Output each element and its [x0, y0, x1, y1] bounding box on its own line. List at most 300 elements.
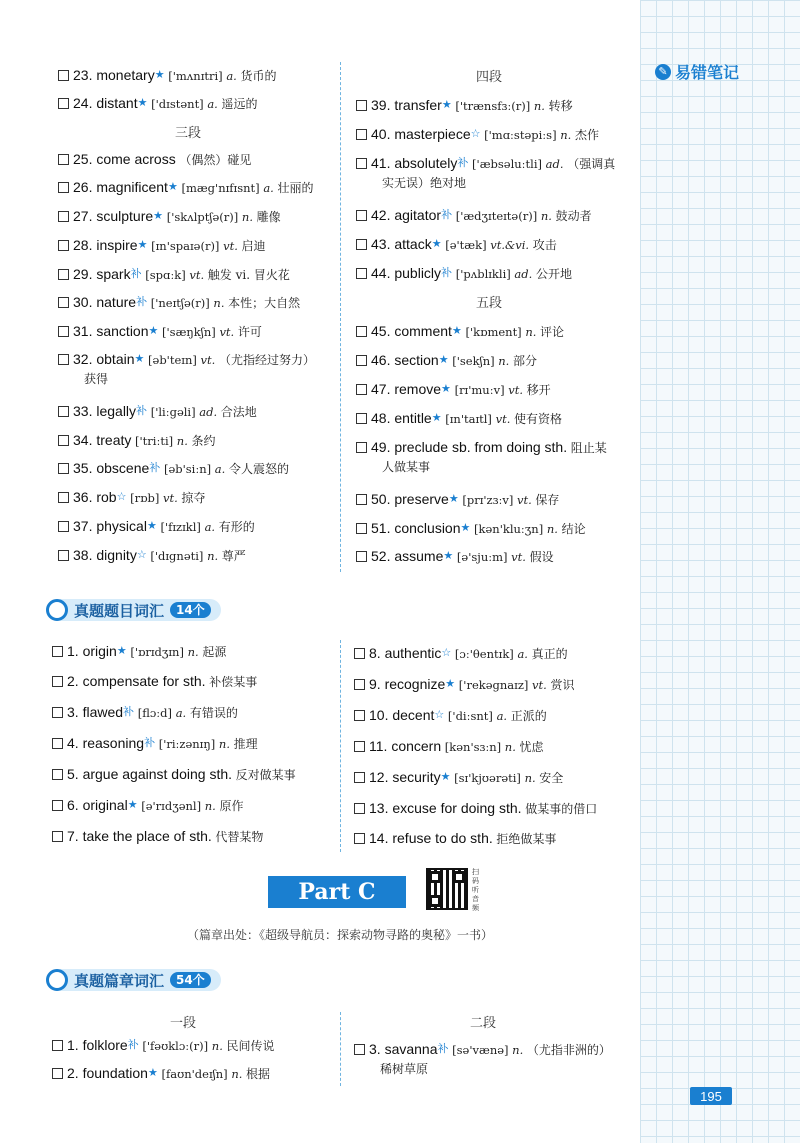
part-of-speech: n. — [560, 128, 575, 142]
checkbox[interactable] — [354, 803, 365, 814]
section-heading-1: 一段 — [170, 1016, 197, 1031]
vocab-entry — [354, 768, 563, 788]
vocab-entry — [58, 322, 262, 342]
phonetic: [faʊn'deɪʃn] — [157, 1067, 232, 1081]
chinese-meaning: 结论 — [561, 522, 586, 536]
phonetic: [ɪn'taɪtl] — [441, 412, 496, 426]
part-of-speech: vt. — [200, 353, 219, 367]
phonetic: ['dɪgnəti] — [146, 549, 208, 563]
checkbox[interactable] — [58, 406, 69, 417]
importance-star: ★ — [154, 68, 165, 81]
vocab-word: 8. authentic — [369, 645, 442, 661]
phonetic: [əb'siːn] — [160, 462, 215, 476]
chinese-meaning-continued: 稀树草原 — [380, 1062, 429, 1076]
vocab-entry — [52, 1064, 270, 1084]
chinese-meaning: 原作 — [219, 799, 244, 813]
section-heading-3: 三段 — [175, 126, 202, 141]
vocab-word: 42. agitator — [371, 207, 442, 223]
part-of-speech: n. — [533, 99, 549, 113]
importance-star: 补 — [437, 1042, 449, 1055]
checkbox[interactable] — [58, 211, 69, 222]
vocab-entry — [354, 737, 544, 757]
checkbox[interactable] — [356, 210, 367, 221]
checkbox[interactable] — [356, 239, 367, 250]
vocab-word: 50. preserve — [371, 491, 449, 507]
checkbox[interactable] — [52, 738, 63, 749]
vocab-entry — [356, 96, 573, 116]
vocab-entry — [58, 293, 300, 313]
chinese-meaning: （偶然）碰见 — [179, 153, 252, 167]
chinese-meaning: 根据 — [246, 1067, 271, 1081]
vocab-word: 39. transfer — [371, 97, 442, 113]
qr-code-icon[interactable] — [426, 868, 468, 910]
importance-star: 补 — [441, 266, 453, 279]
vocab-entry — [354, 644, 568, 664]
chinese-meaning: 安全 — [539, 771, 564, 785]
vocab-entry — [52, 703, 238, 723]
importance-star: 补 — [136, 295, 148, 308]
chinese-meaning: 本性；大自然 — [228, 296, 301, 310]
checkbox[interactable] — [354, 648, 365, 659]
chinese-meaning: 赏识 — [550, 678, 575, 692]
vocab-word: 33. legally — [73, 403, 137, 419]
importance-star: ☆ — [470, 127, 481, 140]
chinese-meaning: 有形的 — [218, 520, 255, 534]
phonetic: ['skʌlptʃə(r)] — [163, 210, 242, 224]
chinese-meaning: 鼓动者 — [555, 209, 592, 223]
vocab-word: 37. physical — [73, 518, 147, 534]
phonetic: ['ædʒɪteɪtə(r)] — [452, 209, 541, 223]
checkbox[interactable] — [58, 269, 69, 280]
chinese-meaning: 保存 — [535, 493, 560, 507]
checkbox[interactable] — [52, 707, 63, 718]
checkbox[interactable] — [58, 521, 69, 532]
vocab-entry — [58, 236, 266, 256]
vocab-word: 6. original — [67, 797, 128, 813]
chinese-meaning: 遥远的 — [221, 97, 258, 111]
vocab-word: 29. spark — [73, 266, 131, 282]
phonetic: [mæg'nɪfɪsnt] — [177, 181, 264, 195]
importance-star: ★ — [116, 644, 127, 657]
checkbox[interactable] — [354, 1044, 365, 1055]
part-of-speech: ad. — [199, 405, 221, 419]
part-of-speech: vt. — [511, 550, 530, 564]
chinese-meaning: 雕像 — [256, 210, 281, 224]
importance-star: ★ — [438, 353, 449, 366]
banner-bar — [60, 969, 221, 991]
importance-star: ★ — [448, 492, 459, 505]
phonetic: [rɒb] — [126, 491, 163, 505]
vocab-entry — [52, 827, 263, 847]
phonetic: ['mʌnɪtri] — [164, 69, 227, 83]
vocab-word: 28. inspire — [73, 237, 138, 253]
phonetic: [rɪ'muːv] — [450, 383, 509, 397]
chinese-meaning: 部分 — [512, 354, 537, 368]
passage-vocab-banner — [46, 967, 221, 993]
phonetic: [ə'tæk] — [441, 238, 491, 252]
checkbox[interactable] — [52, 646, 63, 657]
chinese-meaning: 许可 — [237, 325, 262, 339]
phonetic: ['sæŋkʃn] — [158, 325, 220, 339]
part-of-speech: vt. — [223, 239, 242, 253]
checkbox[interactable] — [58, 354, 69, 365]
checkbox[interactable] — [356, 158, 367, 169]
part-of-speech: n. — [231, 1067, 247, 1081]
chinese-meaning: 移开 — [526, 383, 551, 397]
importance-star: ★ — [431, 411, 442, 424]
checkbox[interactable] — [58, 182, 69, 193]
checkbox[interactable] — [58, 326, 69, 337]
part-of-speech: vt. — [219, 325, 238, 339]
chinese-meaning: 合法地 — [220, 405, 257, 419]
vocab-entry — [356, 438, 607, 476]
chinese-meaning: 攻击 — [532, 238, 557, 252]
phonetic: ['triːti] — [131, 434, 177, 448]
checkbox[interactable] — [354, 833, 365, 844]
vocab-entry — [356, 380, 551, 400]
vocab-entry — [58, 488, 205, 508]
phonetic: ['fɪzɪkl] — [156, 520, 205, 534]
part-of-speech: n. — [546, 522, 562, 536]
phonetic: ['neɪtʃə(r)] — [147, 296, 214, 310]
chinese-meaning: 做某事的借口 — [525, 802, 598, 816]
vocab-word: 46. section — [371, 352, 439, 368]
side-note-label: 易错笔记 — [675, 63, 740, 82]
part-of-speech: a. — [496, 709, 511, 723]
chinese-meaning: 触发 vi. 冒火花 — [207, 268, 290, 282]
importance-star: 补 — [144, 736, 156, 749]
chinese-meaning: 反对做某事 — [235, 768, 296, 782]
part-of-speech: a. — [175, 706, 190, 720]
banner-label: 真题题目词汇 — [74, 601, 165, 620]
checkbox[interactable] — [354, 679, 365, 690]
chinese-meaning: 转移 — [548, 99, 573, 113]
checkbox[interactable] — [356, 100, 367, 111]
side-note-header — [655, 60, 739, 83]
vocab-entry — [52, 1036, 275, 1056]
checkbox[interactable] — [356, 523, 367, 534]
vocab-entry — [354, 675, 575, 695]
phonetic: [əb'teɪn] — [144, 353, 201, 367]
importance-star: 补 — [130, 267, 142, 280]
importance-star: ★ — [134, 352, 145, 365]
checkbox[interactable] — [52, 1040, 63, 1051]
importance-star: ☆ — [116, 490, 127, 503]
vocab-entry — [58, 459, 289, 479]
vocab-entry — [356, 351, 537, 371]
part-of-speech: ad. — [545, 157, 568, 171]
phonetic: ['pʌblɪkli] — [452, 267, 515, 281]
part-of-speech: a. — [204, 520, 219, 534]
checkbox[interactable] — [52, 1068, 63, 1079]
part-of-speech: a. — [226, 69, 241, 83]
chinese-meaning-continued: 实无误）绝对地 — [382, 176, 467, 190]
chinese-meaning: 民间传说 — [226, 1039, 275, 1053]
part-c-title: Part C — [268, 876, 406, 908]
vocab-word: 10. decent — [369, 707, 435, 723]
importance-star: 补 — [441, 208, 453, 221]
vocab-word: 43. attack — [371, 236, 432, 252]
vocab-word: 4. reasoning — [67, 735, 145, 751]
vocab-entry — [58, 178, 314, 198]
vocab-word: 27. sculpture — [73, 208, 154, 224]
part-of-speech: n. — [241, 210, 257, 224]
checkbox[interactable] — [356, 129, 367, 140]
vocab-word: 3. flawed — [67, 704, 124, 720]
vocab-word: 11. concern — [369, 738, 442, 754]
importance-star: ★ — [137, 238, 148, 251]
checkbox[interactable] — [354, 772, 365, 783]
checkbox[interactable] — [356, 442, 367, 453]
part-of-speech: vt. — [516, 493, 536, 507]
vocab-word: 9. recognize — [369, 676, 446, 692]
chinese-meaning: 公开地 — [535, 267, 572, 281]
vocab-entry — [354, 799, 597, 819]
checkbox[interactable] — [356, 384, 367, 395]
vocab-entry — [356, 409, 562, 429]
checkbox[interactable] — [354, 741, 365, 752]
vocab-word: 36. rob — [73, 489, 117, 505]
phonetic: ['riːzənɪŋ] — [155, 737, 219, 751]
part-of-speech: ad. — [514, 267, 536, 281]
checkbox[interactable] — [52, 769, 63, 780]
passage-source: （篇章出处：《超级导航员：探索动物寻路的奥秘》一书） — [186, 928, 493, 942]
vocab-entry — [58, 402, 257, 422]
checkbox[interactable] — [58, 240, 69, 251]
importance-star: ★ — [443, 549, 454, 562]
chinese-meaning: 条约 — [191, 434, 216, 448]
chinese-meaning: 补偿某事 — [209, 675, 258, 689]
vocab-word: 12. security — [369, 769, 441, 785]
chinese-meaning: 尊严 — [221, 549, 246, 563]
vocab-entry — [58, 350, 315, 388]
vocab-word: 41. absolutely — [371, 155, 458, 171]
section-heading-4: 四段 — [476, 70, 503, 85]
vocab-entry — [52, 642, 226, 662]
vocab-entry — [58, 431, 216, 451]
importance-star: ★ — [441, 98, 452, 111]
checkbox[interactable] — [356, 326, 367, 337]
vocab-entry — [354, 1040, 611, 1078]
part-of-speech: a. — [517, 647, 532, 661]
chinese-meaning: （尤指非洲的） — [526, 1043, 611, 1057]
vocab-word: 48. entitle — [371, 410, 432, 426]
vocab-word: 31. sanction — [73, 323, 149, 339]
checkbox[interactable] — [356, 494, 367, 505]
chinese-meaning: 壮丽的 — [277, 181, 314, 195]
chinese-meaning: 阻止某 — [570, 441, 607, 455]
phonetic: [prɪ'zɜːv] — [458, 493, 517, 507]
importance-star: ★ — [148, 324, 159, 337]
phonetic: [sɪ'kjʊərəti] — [450, 771, 525, 785]
vocab-word: 26. magnificent — [73, 179, 168, 195]
vocab-entry — [52, 765, 296, 785]
phonetic: ['fəʊklɔː(r)] — [138, 1039, 212, 1053]
phonetic: [sə'vænə] — [448, 1043, 513, 1057]
pencil-icon: ✎ — [655, 64, 671, 80]
part-of-speech: n. — [187, 645, 203, 659]
phonetic: ['sekʃn] — [448, 354, 499, 368]
chinese-meaning: （强调真 — [567, 157, 616, 171]
vocab-entry — [356, 125, 599, 145]
importance-star: 补 — [457, 156, 469, 169]
phonetic: [ə'sjuːm] — [453, 550, 512, 564]
vocab-entry — [52, 734, 258, 754]
question-vocab-banner — [46, 597, 221, 623]
part-of-speech: n. — [504, 740, 520, 754]
vocab-entry — [356, 547, 554, 567]
vocab-word: 5. argue against doing sth. — [67, 766, 233, 782]
chinese-meaning: 正派的 — [510, 709, 547, 723]
checkbox[interactable] — [52, 831, 63, 842]
checkbox[interactable] — [58, 463, 69, 474]
vocab-entry — [58, 150, 251, 170]
phonetic: [flɔːd] — [134, 706, 176, 720]
phonetic: ['trænsfɜː(r)] — [451, 99, 534, 113]
vocab-word: 13. excuse for doing sth. — [369, 800, 522, 816]
vocab-entry — [58, 517, 255, 537]
part-of-speech: n. — [525, 325, 541, 339]
banner-count: 14个 — [170, 602, 211, 618]
importance-star: ★ — [147, 1066, 158, 1079]
checkbox[interactable] — [354, 710, 365, 721]
importance-star: ★ — [441, 382, 451, 395]
phonetic: [kən'kluːʒn] — [470, 522, 547, 536]
part-of-speech: vt. — [162, 491, 182, 505]
chinese-meaning: 使有资格 — [514, 412, 563, 426]
checkbox[interactable] — [58, 492, 69, 503]
vocab-entry — [58, 546, 246, 566]
chinese-meaning: 杰作 — [574, 128, 599, 142]
part-of-speech: n. — [204, 799, 220, 813]
checkbox[interactable] — [58, 98, 69, 109]
vocab-word: 2. foundation — [67, 1065, 148, 1081]
magnifier-icon — [46, 599, 68, 621]
part-of-speech: n. — [207, 549, 222, 563]
vocab-entry — [58, 265, 290, 285]
vocab-entry — [58, 94, 258, 114]
checkbox[interactable] — [58, 297, 69, 308]
vocab-word: 38. dignity — [73, 547, 137, 563]
phonetic: ['rekəgnaɪz] — [455, 678, 533, 692]
importance-star: ☆ — [441, 646, 452, 659]
phonetic: ['dɪstənt] — [147, 97, 208, 111]
vocab-word: 32. obtain — [73, 351, 135, 367]
part-of-speech: n. — [498, 354, 513, 368]
chinese-meaning: 真正的 — [531, 647, 568, 661]
checkbox[interactable] — [356, 551, 367, 562]
checkbox[interactable] — [58, 154, 69, 165]
vocab-word: 14. refuse to do sth. — [369, 830, 493, 846]
checkbox[interactable] — [58, 550, 69, 561]
vocab-word: 45. comment — [371, 323, 452, 339]
part-of-speech: vt. — [189, 268, 208, 282]
phonetic: [ɪn'spaɪə(r)] — [147, 239, 224, 253]
vocab-word: 3. savanna — [369, 1041, 438, 1057]
part-of-speech: vt.&vi. — [490, 238, 533, 252]
phonetic: [spɑːk] — [141, 268, 190, 282]
checkbox[interactable] — [58, 435, 69, 446]
importance-star: ☆ — [136, 548, 147, 561]
part-of-speech: n. — [218, 737, 234, 751]
part-of-speech: vt. — [508, 383, 527, 397]
phonetic: ['liːgəli] — [147, 405, 200, 419]
chinese-meaning: 货币的 — [240, 69, 277, 83]
chinese-meaning: 假设 — [529, 550, 554, 564]
part-of-speech: vt. — [532, 678, 551, 692]
part-of-speech: a. — [263, 181, 278, 195]
checkbox[interactable] — [52, 800, 63, 811]
vocab-word: 24. distant — [73, 95, 138, 111]
phonetic: ['diːsnt] — [444, 709, 497, 723]
chinese-meaning: 掠夺 — [181, 491, 206, 505]
vocab-word: 1. folklore — [67, 1037, 128, 1053]
importance-star: 补 — [136, 404, 148, 417]
chinese-meaning-continued: 人做某事 — [382, 460, 431, 474]
phonetic: [kən'sɜːn] — [441, 740, 505, 754]
vocab-word: 44. publicly — [371, 265, 442, 281]
part-of-speech: n. — [540, 209, 556, 223]
vocab-entry — [52, 796, 243, 816]
part-of-speech: n. — [512, 1043, 527, 1057]
chinese-meaning: 忧虑 — [519, 740, 544, 754]
vocab-word: 40. masterpiece — [371, 126, 471, 142]
importance-star: ★ — [146, 519, 157, 532]
importance-star: 补 — [149, 461, 161, 474]
section-heading-5: 五段 — [476, 296, 503, 311]
importance-star: ★ — [153, 209, 164, 222]
vocab-entry — [356, 264, 572, 284]
part-of-speech: n. — [211, 1039, 227, 1053]
part-of-speech: n. — [176, 434, 192, 448]
vocab-word: 1. origin — [67, 643, 117, 659]
checkbox[interactable] — [356, 355, 367, 366]
vocab-entry — [354, 706, 547, 726]
vocab-entry — [58, 207, 281, 227]
importance-star: ★ — [460, 521, 471, 534]
chinese-meaning: 评论 — [540, 325, 565, 339]
phonetic: ['æbsəluːtli] — [468, 157, 546, 171]
vocab-entry — [58, 66, 277, 86]
section-heading-2: 二段 — [470, 1016, 497, 1031]
chinese-meaning: 启迪 — [241, 239, 266, 253]
vocab-word: 47. remove — [371, 381, 442, 397]
banner-count: 54个 — [170, 972, 211, 988]
vocab-entry — [356, 490, 559, 510]
vocab-word: 52. assume — [371, 548, 444, 564]
vocab-entry — [356, 206, 592, 226]
importance-star: ★ — [137, 96, 148, 109]
chinese-meaning: 起源 — [202, 645, 227, 659]
checkbox[interactable] — [356, 268, 367, 279]
banner-bar — [60, 599, 221, 621]
vocab-word: 51. conclusion — [371, 520, 461, 536]
checkbox[interactable] — [356, 413, 367, 424]
importance-star: ★ — [451, 324, 462, 337]
part-of-speech: a. — [214, 462, 229, 476]
checkbox[interactable] — [58, 70, 69, 81]
importance-star: ★ — [445, 677, 456, 690]
chinese-meaning: 推理 — [233, 737, 258, 751]
vocab-word: 35. obscene — [73, 460, 150, 476]
vocab-entry — [356, 235, 557, 255]
checkbox[interactable] — [52, 676, 63, 687]
phonetic: ['mɑːstəpiːs] — [480, 128, 561, 142]
importance-star: ★ — [431, 237, 442, 250]
chinese-meaning: 拒绝做某事 — [496, 832, 557, 846]
chinese-meaning-continued: 获得 — [84, 372, 109, 386]
chinese-meaning: （尤指经过努力） — [218, 353, 315, 367]
